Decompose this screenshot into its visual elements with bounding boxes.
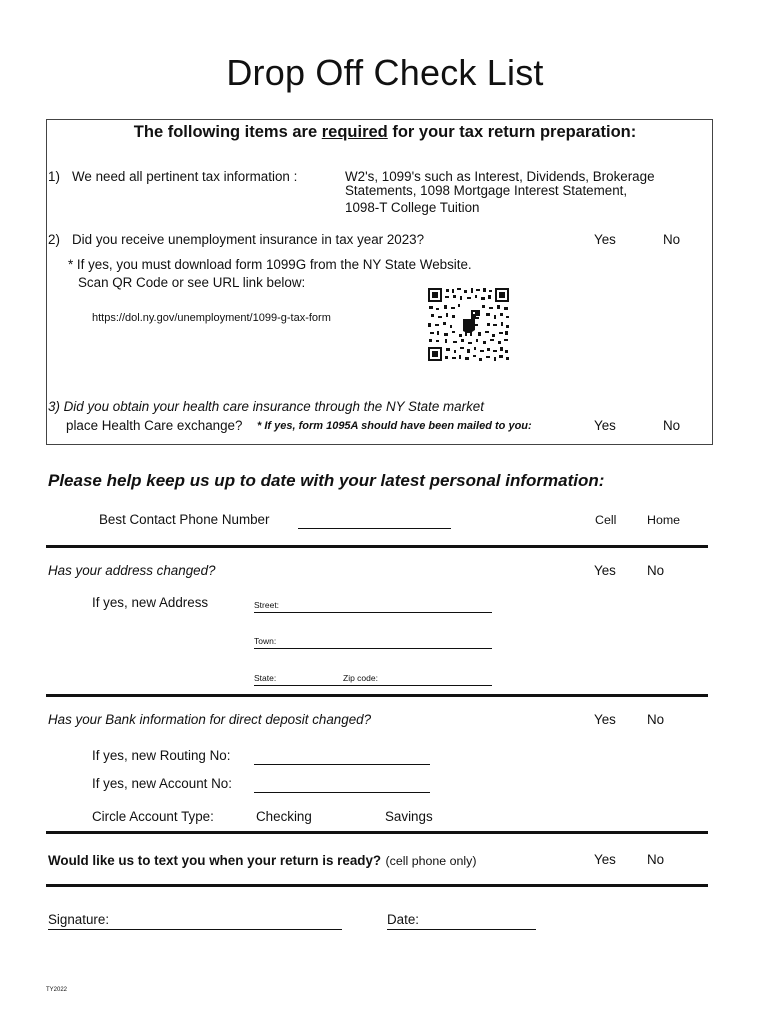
account-type-label: Circle Account Type:	[92, 809, 214, 824]
bank-yes-option[interactable]: Yes	[594, 712, 616, 727]
account-label: If yes, new Account No:	[92, 776, 232, 791]
signature-input-line[interactable]	[48, 929, 342, 930]
phone-cell-option[interactable]: Cell	[595, 513, 617, 527]
item3-yes-option[interactable]: Yes	[594, 418, 616, 433]
divider-2	[46, 694, 708, 697]
new-address-label: If yes, new Address	[92, 595, 209, 610]
item1-detail-line1: W2's, 1099's such as Interest, Dividends, Brokerage	[345, 169, 655, 184]
phone-home-option[interactable]: Home	[647, 513, 681, 527]
bank-question: Has your Bank information for direct deposit changed?	[48, 712, 372, 727]
address-no-option[interactable]: No	[647, 563, 665, 578]
checking-option[interactable]: Checking	[256, 809, 312, 824]
unemployment-url-link[interactable]: https://dol.ny.gov/unemployment/1099-g-tax-form	[92, 312, 331, 324]
item2-yes-option[interactable]: Yes	[594, 232, 616, 247]
signature-label: Signature:	[48, 912, 110, 927]
item1-label: We need all pertinent tax information :	[72, 169, 298, 184]
text-notify-note: (cell phone only)	[385, 854, 477, 868]
divider-3	[46, 831, 708, 834]
state-zip-input-line[interactable]	[254, 685, 492, 686]
item2-no-option[interactable]: No	[663, 232, 681, 247]
zip-label: Zip code:	[343, 673, 378, 683]
item3-note: * If yes, form 1095A should have been mailed to you:	[257, 420, 532, 432]
date-label: Date:	[387, 912, 420, 927]
item2-number: 2)	[48, 232, 60, 247]
item1-detail-line2: Statements, 1098 Mortgage Interest Statement,	[345, 183, 628, 198]
item3-no-option[interactable]: No	[663, 418, 681, 433]
state-label: State:	[254, 673, 277, 683]
qr-code-icon[interactable]	[426, 286, 511, 363]
item2-label: Did you receive unemployment insurance in tax year 2023?	[72, 232, 425, 247]
required-heading: The following items are required for your tax return preparation:	[133, 123, 637, 141]
item3-line1: 3) Did you obtain your health care insurance through the NY State market	[48, 399, 484, 414]
text-yes-option[interactable]: Yes	[594, 852, 616, 867]
divider-4	[46, 884, 708, 887]
item2-note-line1: * If yes, you must download form 1099G from the NY State Website.	[68, 257, 472, 272]
account-input-line[interactable]	[254, 792, 430, 793]
town-label: Town:	[254, 636, 277, 646]
item3-line2: place Health Care exchange?	[66, 418, 243, 433]
town-input-line[interactable]	[254, 648, 492, 649]
personal-info-heading: Please help keep us up to date with your latest personal information:	[48, 471, 605, 490]
address-yes-option[interactable]: Yes	[594, 563, 616, 578]
text-notify-question: Would like us to text you when your return is ready?	[48, 853, 382, 868]
street-input-line[interactable]	[254, 612, 492, 613]
date-input-line[interactable]	[387, 929, 536, 930]
bank-no-option[interactable]: No	[647, 712, 665, 727]
savings-option[interactable]: Savings	[385, 809, 433, 824]
phone-label: Best Contact Phone Number	[99, 512, 270, 527]
required-underlined-word: required	[321, 123, 388, 141]
item1-detail-line3: 1098-T College Tuition	[345, 200, 480, 215]
divider-1	[46, 545, 708, 548]
text-notify-row	[48, 852, 476, 870]
text-no-option[interactable]: No	[647, 852, 665, 867]
footer-code: TY2022	[46, 987, 68, 993]
street-label: Street:	[254, 600, 280, 610]
phone-input-line[interactable]	[298, 528, 451, 529]
item2-note-line2: Scan QR Code or see URL link below:	[78, 275, 306, 290]
address-question: Has your address changed?	[48, 563, 216, 578]
page-title: Drop Off Check List	[226, 52, 544, 93]
routing-input-line[interactable]	[254, 764, 430, 765]
item1-number: 1)	[48, 169, 60, 184]
routing-label: If yes, new Routing No:	[92, 748, 231, 763]
